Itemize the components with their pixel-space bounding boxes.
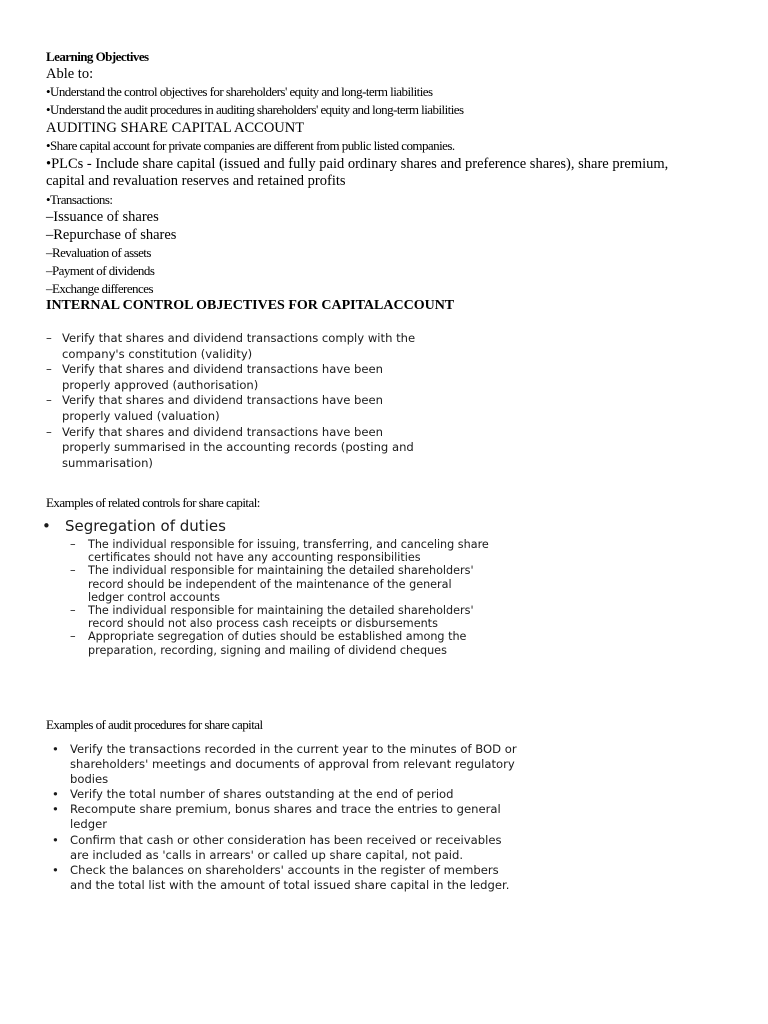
bullet-icon: • xyxy=(52,832,59,847)
dash-bullet-icon: – xyxy=(70,538,76,551)
paragraph-line: •PLCs - Include share capital (issued and fully paid ordinary shares and preference shares), share premium, xyxy=(46,156,669,172)
list-item: – Verify that shares and dividend transactions comply with the company's constitution (validity) xyxy=(46,331,416,361)
transaction-item: –Payment of dividends xyxy=(46,263,155,278)
dash-bullet-icon: – xyxy=(46,362,52,377)
dash-bullet-icon: – xyxy=(70,564,76,578)
segregation-list xyxy=(70,538,490,657)
dash-bullet-icon: – xyxy=(46,393,52,408)
audit-procedures-list xyxy=(52,742,522,893)
list-item: • Segregation of duties xyxy=(42,517,226,535)
transaction-item: –Repurchase of shares xyxy=(46,227,177,243)
bullet-icon: • xyxy=(52,862,59,877)
section-title: Learning Objectives xyxy=(46,49,149,64)
internal-control-list xyxy=(46,331,426,471)
dash-bullet-icon: – xyxy=(46,424,52,439)
section-heading: Examples of audit procedures for share capital xyxy=(46,717,263,732)
transaction-item: –Exchange differences xyxy=(46,281,153,296)
list-item: • Verify the transactions recorded in the current year to the minutes of BOD or shareholders' meetings and documents of approval from relevant regulatory bodies xyxy=(52,742,517,787)
transaction-item: –Revaluation of assets xyxy=(46,245,151,260)
dash-bullet-icon: – xyxy=(46,331,52,345)
list-item: – Verify that shares and dividend transactions have been properly approved (authorisation) xyxy=(46,362,384,392)
bullet-icon: • xyxy=(52,742,59,756)
list-item: – Verify that shares and dividend transactions have been properly summarised in the accounting records (posting and summarisation) xyxy=(46,424,414,470)
bullet-icon: • xyxy=(52,802,59,817)
list-item: – The individual responsible for maintaining the detailed shareholders' record should be independent of the maintenance of the general ledger control accounts xyxy=(70,564,474,604)
list-item: • Check the balances on shareholders' accounts in the register of members and the total list with the amount of total issued share capital in the ledger. xyxy=(52,862,510,892)
list-item: – The individual responsible for issuing, transferring, and canceling share certificates should not have any accounting responsibilities xyxy=(70,538,489,565)
dash-bullet-icon: – xyxy=(70,604,76,618)
dash-bullet-icon: – xyxy=(70,630,76,644)
section-heading: Examples of related controls for share capital: xyxy=(46,495,260,510)
able-to-text: Able to: xyxy=(46,66,94,82)
list-item: • Verify the total number of shares outstanding at the end of period xyxy=(52,787,454,802)
list-item: • Recompute share premium, bonus shares and trace the entries to general ledger xyxy=(52,802,501,832)
transactions-label: •Transactions: xyxy=(46,192,113,207)
transaction-item: –Issuance of shares xyxy=(46,209,159,225)
list-item: – The individual responsible for maintaining the detailed shareholders' record should not also process cash receipts or disbursements xyxy=(70,604,474,631)
list-item: – Verify that shares and dividend transactions have been properly valued (valuation) xyxy=(46,393,384,423)
list-item: • Confirm that cash or other consideration has been received or receivables are included as 'calls in arrears' or called up share capital, not paid. xyxy=(52,832,502,862)
section-heading: AUDITING SHARE CAPITAL ACCOUNT xyxy=(46,120,305,136)
list-item: – Appropriate segregation of duties should be established among the preparation, recording, signing and mailing of dividend cheques xyxy=(70,630,467,657)
objective-item: •Understand the control objectives for shareholders' equity and long-term liabilities xyxy=(46,84,433,99)
bullet-icon: • xyxy=(42,517,51,535)
objective-item: •Understand the audit procedures in auditing shareholders' equity and long-term liabilities xyxy=(46,102,464,117)
paragraph-line: capital and revaluation reserves and retained profits xyxy=(46,173,346,189)
section-heading: INTERNAL CONTROL OBJECTIVES FOR CAPITALACCOUNT xyxy=(46,298,455,313)
bullet-icon: • xyxy=(52,787,59,802)
paragraph-line: •Share capital account for private companies are different from public listed companies. xyxy=(46,138,455,153)
